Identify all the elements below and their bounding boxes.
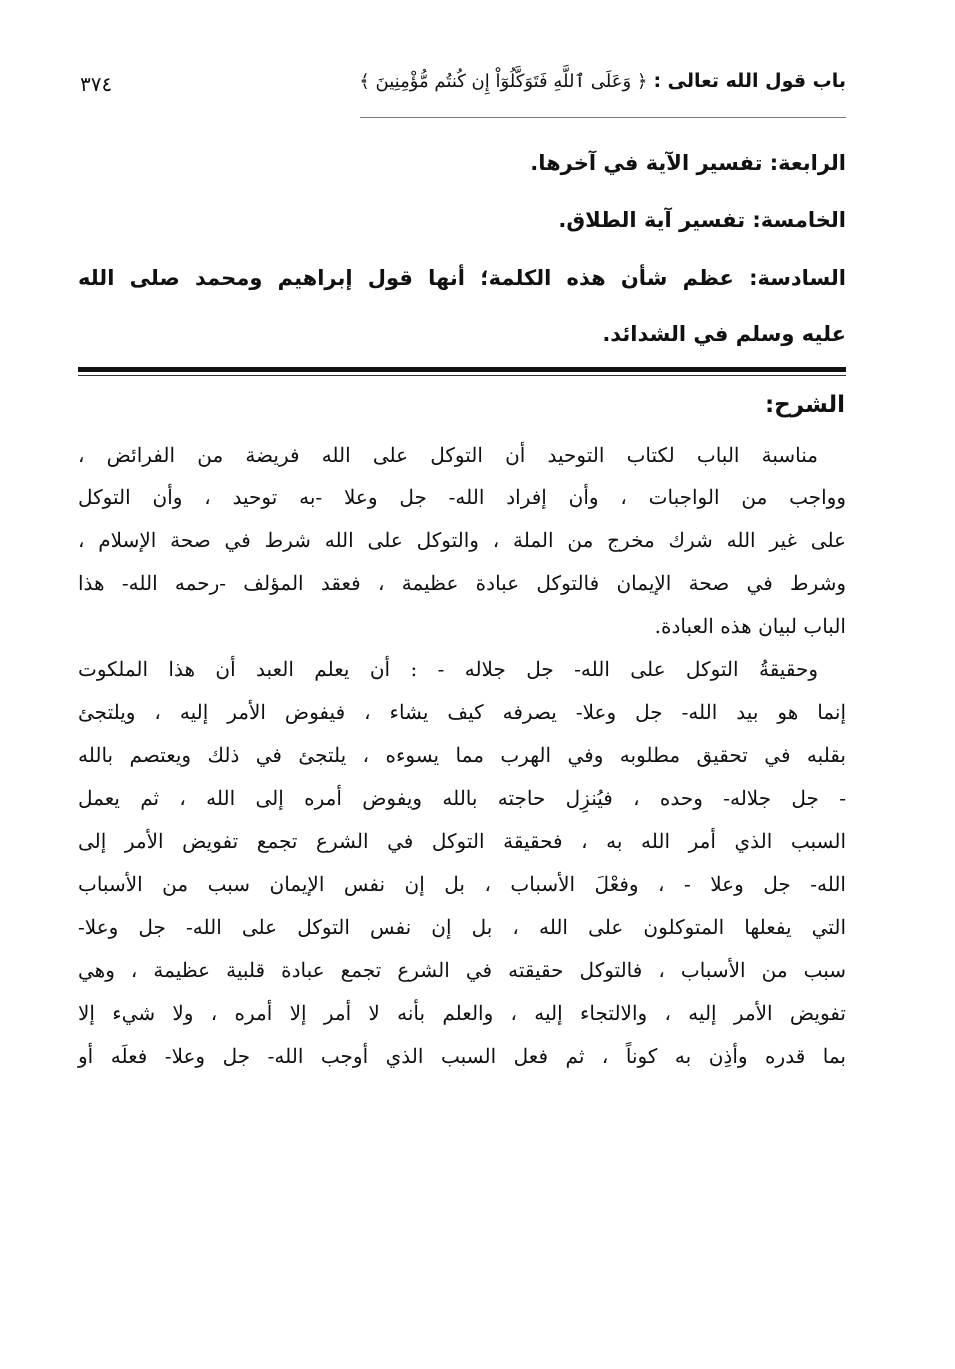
issue-item: الخامسة: تفسير آية الطلاق. (558, 208, 846, 232)
quran-verse: ﴿ وَعَلَى ٱللَّهِ فَتَوَكَّلُوٓاْ إِن كُنتُم مُّؤْمِنِينَ ﴾ (359, 71, 648, 92)
sharh-heading: الشرح: (764, 392, 845, 418)
body-line: على غير الله شرك مخرج من الملة ، والتوكل على الله شرط في صحة الإسلام ، (78, 528, 846, 552)
chapter-title (359, 70, 846, 92)
body-line: إنما هو بيد الله- جل وعلا- يصرفه كيف يشاء ، فيفوض الأمر إليه ، ويلتجئ (78, 700, 846, 724)
body-line: بما قدره وأذِن به كوناً ، ثم فعل السبب الذي أوجب الله- جل وعلا- فعلَه أو (78, 1044, 846, 1068)
body-line: وحقيقةُ التوكل على الله- جل جلاله - : أن يعلم العبد أن هذا الملكوت (78, 657, 818, 681)
page-number: ٣٧٤ (80, 72, 113, 96)
header-rule (360, 117, 846, 118)
body-line: وواجب من الواجبات ، وأن إفراد الله- جل وعلا -به توحيد ، وأن التوكل (78, 485, 846, 509)
body-line: - جل جلاله- وحده ، فيُنزِل حاجته بالله ويفوض أمره إلى الله ، ثم يعمل (78, 786, 846, 810)
body-line: الباب لبيان هذه العبادة. (654, 614, 846, 638)
body-line: السبب الذي أمر الله به ، فحقيقة التوكل في الشرع تجمع تفويض الأمر إلى (78, 829, 847, 853)
body-line: تفويض الأمر إليه ، والالتجاء إليه ، والعلم بأنه لا أمر إلا أمره ، ولا شيء إلا (78, 1001, 846, 1025)
body-line: التي يفعلها المتوكلون على الله ، بل إن نفس التوكل على الله- جل وعلا- (78, 915, 846, 939)
body-line: الله- جل وعلا - ، وفعْلَ الأسباب ، بل إن نفس الإيمان سبب من الأسباب (78, 872, 846, 896)
body-line: سبب من الأسباب ، فالتوكل حقيقته في الشرع تجمع عبادة قلبية عظيمة ، وهي (78, 958, 847, 982)
body-line: مناسبة الباب لكتاب التوحيد أن التوكل على الله فريضة من الفرائض ، (78, 443, 818, 467)
running-header (78, 66, 846, 106)
issue-item: عليه وسلم في الشدائد. (602, 322, 846, 346)
body-line: وشرط في صحة الإيمان فالتوكل عبادة عظيمة ، فعقد المؤلف -رحمه الله- هذا (78, 571, 846, 595)
issue-item: السادسة: عظم شأن هذه الكلمة؛ أنها قول إبراهيم ومحمد صلى الله (78, 266, 846, 290)
section-divider-thin (78, 375, 846, 376)
issue-item: الرابعة: تفسير الآية في آخرها. (530, 151, 846, 175)
section-divider (78, 367, 846, 372)
chapter-title-text: باب قول الله تعالى : (653, 70, 846, 92)
body-line: بقلبه في تحقيق مطلوبه وفي الهرب مما يسوءه ، يلتجئ في ذلك ويعتصم بالله (78, 743, 846, 767)
